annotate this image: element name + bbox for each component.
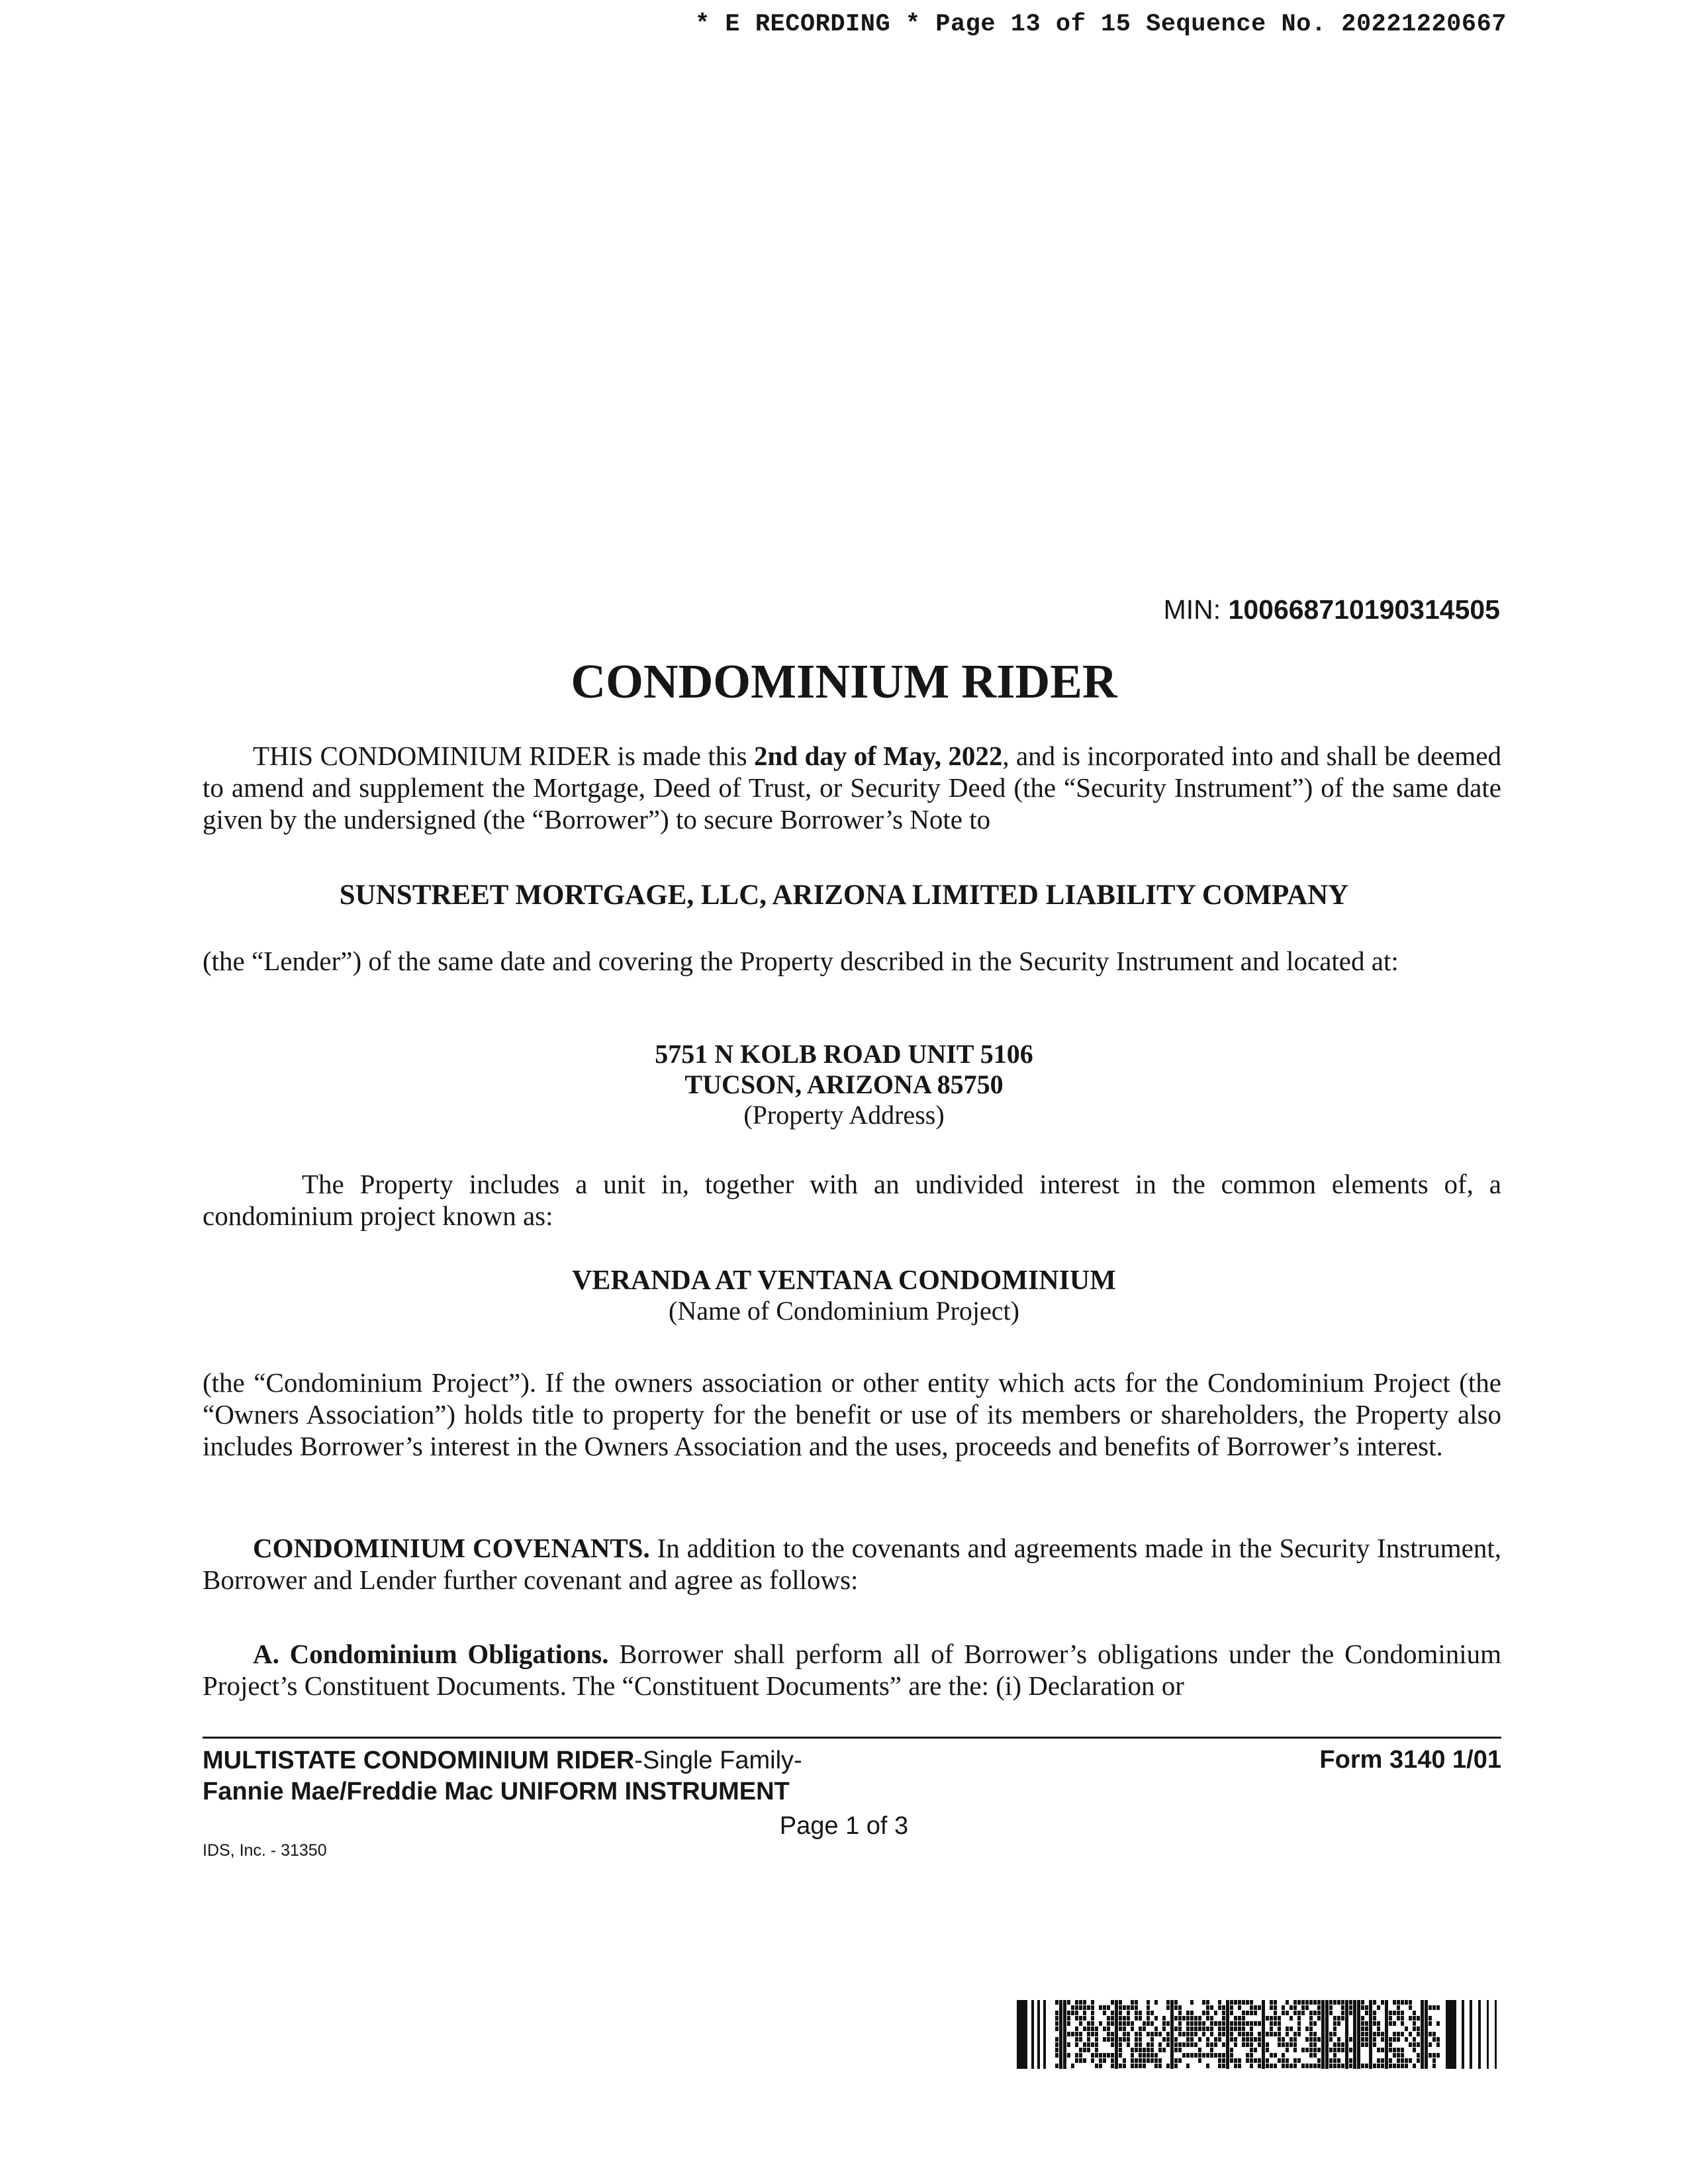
- footer-page-number: Page 1 of 3: [779, 1812, 909, 1840]
- address-caption: (Property Address): [743, 1100, 945, 1130]
- footer-form-name-bold: MULTISTATE CONDOMINIUM RIDER: [203, 1747, 635, 1774]
- footer-vendor-id: IDS, Inc. - 31350: [203, 1841, 327, 1860]
- recording-header: * E RECORDING * Page 13 of 15 Sequence No. 20221220667: [695, 11, 1507, 38]
- property-paragraph-text: The Property includes a unit in, together with an undivided interest in the common elements of, a condominium project known as:: [203, 1169, 1501, 1231]
- condominium-project-name: VERANDA AT VENTANA CONDOMINIUM: [572, 1265, 1116, 1296]
- owners-association-paragraph: (the “Condominium Project”). If the owners association or other entity which acts for the Condominium Project (the “Owners Association”) holds title to property for the benefit or use of its members or shareholders, the Property also includes Borrower’s interest in the Owners Association and the uses, proceeds and benefits of Borrower’s interest.: [203, 1367, 1501, 1461]
- lender-paragraph: (the “Lender”) of the same date and covering the Property described in the Security Instrument and located at:: [203, 946, 1399, 976]
- min-number-line: [1164, 594, 1500, 625]
- covenants-text: In addition to the covenants and agreements made in the Security Instrument, Borrower and Lender further covenant and agree as follows:: [203, 1533, 1501, 1595]
- condominium-project-caption: (Name of Condominium Project): [669, 1296, 1019, 1326]
- footer-form-name-rest: -Single Family-: [634, 1747, 802, 1774]
- property-address-block: [0, 1039, 1688, 1130]
- footer-divider: [203, 1737, 1501, 1739]
- barcode-image: [1017, 2000, 1500, 2069]
- condominium-obligations-paragraph: [203, 1638, 1501, 1702]
- address-line-2: TUCSON, ARIZONA 85750: [684, 1069, 1004, 1099]
- covenants-heading: CONDOMINIUM COVENANTS.: [253, 1533, 650, 1563]
- intro-text-start: THIS CONDOMINIUM RIDER is made this: [253, 741, 755, 771]
- min-value: 100668710190314505: [1228, 594, 1500, 625]
- intro-paragraph: [203, 740, 1501, 835]
- condominium-project-block: [0, 1265, 1688, 1326]
- condominium-covenants-paragraph: [203, 1532, 1501, 1596]
- footer-form-name: [203, 1745, 802, 1776]
- property-paragraph: [203, 1168, 1501, 1232]
- lender-name: SUNSTREET MORTGAGE, LLC, ARIZONA LIMITED LIABILITY COMPANY: [339, 880, 1349, 911]
- min-label: MIN:: [1163, 594, 1229, 625]
- document-title: CONDOMINIUM RIDER: [571, 655, 1117, 708]
- address-line-1: 5751 N KOLB ROAD UNIT 5106: [655, 1039, 1033, 1069]
- intro-text-end: , and is incorporated into and shall be deemed to amend and supplement the Mortgage, Deed of Trust, or Security Deed (the “Security Instrument”) of the same date given by the undersigned (the “Borrower”) to secure Borrower’s Note to: [203, 741, 1501, 835]
- footer-uniform-instrument: Fannie Mae/Freddie Mac UNIFORM INSTRUMENT: [203, 1778, 790, 1805]
- footer-form-number: Form 3140 1/01: [1319, 1746, 1501, 1774]
- obligations-text: Borrower shall perform all of Borrower’s obligations under the Condominium Project’s Constituent Documents. The “Constituent Documents” are the: (i) Declaration or: [203, 1639, 1502, 1701]
- rider-date: 2nd day of May, 2022: [754, 741, 1003, 771]
- obligations-heading: A. Condominium Obligations.: [253, 1639, 609, 1669]
